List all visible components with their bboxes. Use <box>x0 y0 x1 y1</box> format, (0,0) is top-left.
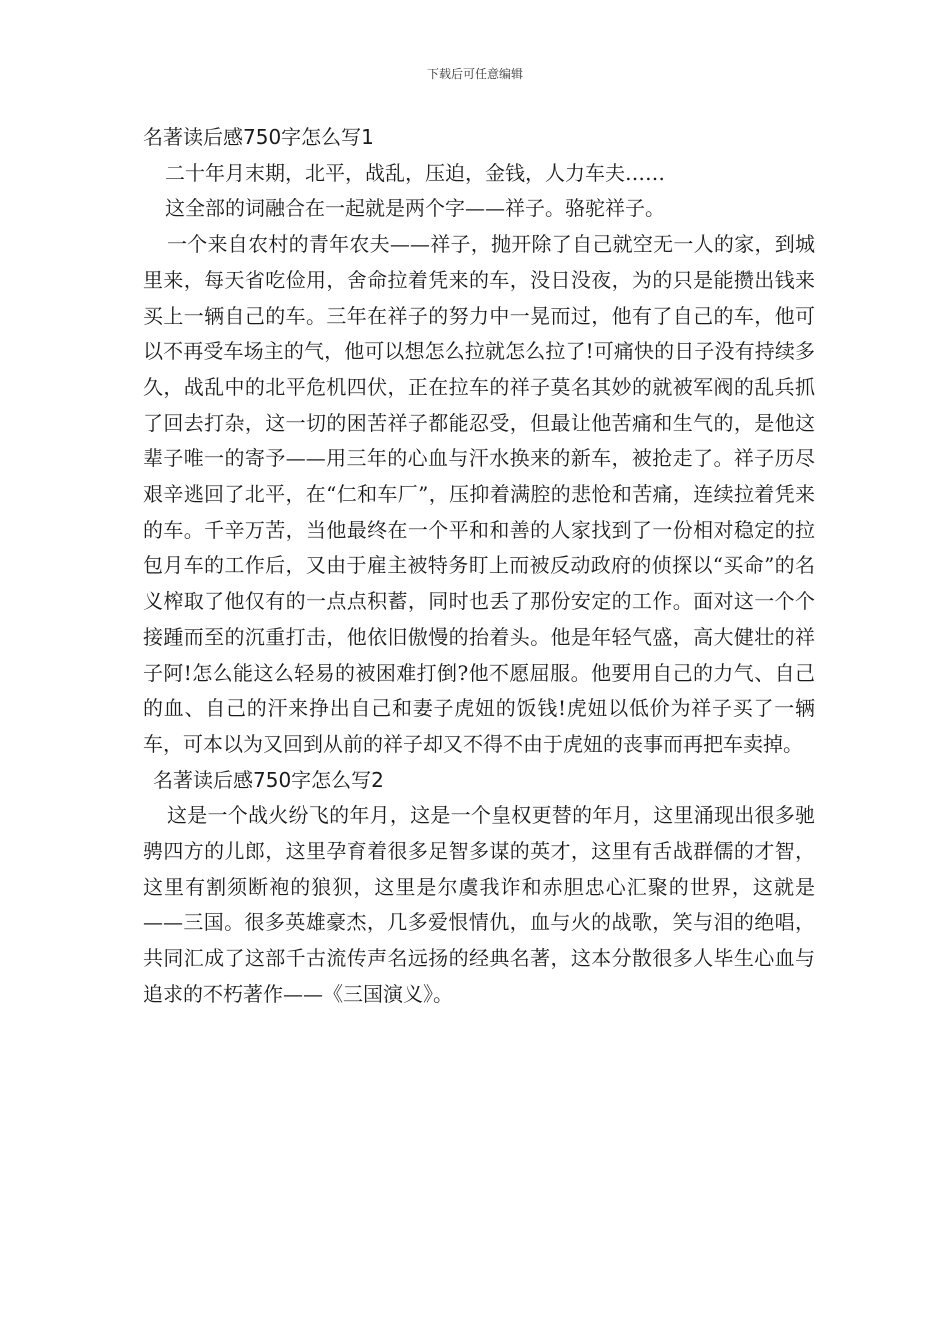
page-header: 下载后可任意编辑 <box>426 67 523 81</box>
paragraph: 这是一个战火纷飞的年月，这是一个皇权更替的年月，这里涌现出很多驰骋四方的儿郎，这里孕育着很多足智多谋的英才，这里有舌战群儒的才智，这里有割须断袍的狼狈，这里是尔虞我诈和赤胆忠心汇聚的世界，这就是——三国。很多英雄豪杰，几多爱恨情仇，血与火的战歌，笑与泪的绝唱，共同汇成了这部千古流传声名远扬的经典名著，这本分散很多人毕生心血与追求的不朽著作——《三国演义》。 <box>143 803 815 1006</box>
document-body <box>143 120 815 1013</box>
paragraph: 这全部的词融合在一起就是两个字——祥子。骆驼祥子。 <box>165 196 665 221</box>
section-2-title: 名著读后感750字怎么写2 <box>153 767 384 792</box>
section-1-title: 名著读后感750字怎么写1 <box>143 125 374 149</box>
paragraph: 二十年月末期，北平，战乱，压迫，金钱，人力车夫…… <box>165 160 665 185</box>
paragraph: 一个来自农村的青年农夫——祥子，抛开除了自己就空无一人的家，到城里来，每天省吃俭用，舍命拉着凭来的车，没日没夜，为的只是能攒出钱来买上一辆自己的车。三年在祥子的努力中一晃而过，他有了自己的车，他可以不再受车场主的气，他可以想怎么拉就怎么拉了!可痛快的日子没有持续多久，战乱中的北平危机四伏，正在拉车的祥子莫名其妙的就被军阀的乱兵抓了回去打杂，这一切的困苦祥子都能忍受，但最让他苦痛和生气的，是他这辈子唯一的寄予——用三年的心血与汗水换来的新车，被抢走了。祥子历尽艰辛逃回了北平，在“仁和车厂”，压抑着满腔的悲怆和苦痛，连续拉着凭来的车。千辛万苦，当他最终在一个平和和善的人家找到了一份相对稳定的拉包月车的工作后，又由于雇主被特务盯上而被反动政府的侦探以“买命”的名义榨取了他仅有的一点点积蓄，同时也丢了那份安定的工作。面对这一个个接踵而至的沉重打击，他依旧傲慢的抬着头。他是年轻气盛，高大健壮的祥子阿!怎么能这么轻易的被困难打倒?他不愿屈服。他要用自己的力气、自己的血、自己的汗来挣出自己和妻子虎妞的饭钱!虎妞以低价为祥子买了一辆车，可本以为又回到从前的祥子却又不得不由于虎妞的丧事而再把车卖掉。 <box>143 232 815 756</box>
